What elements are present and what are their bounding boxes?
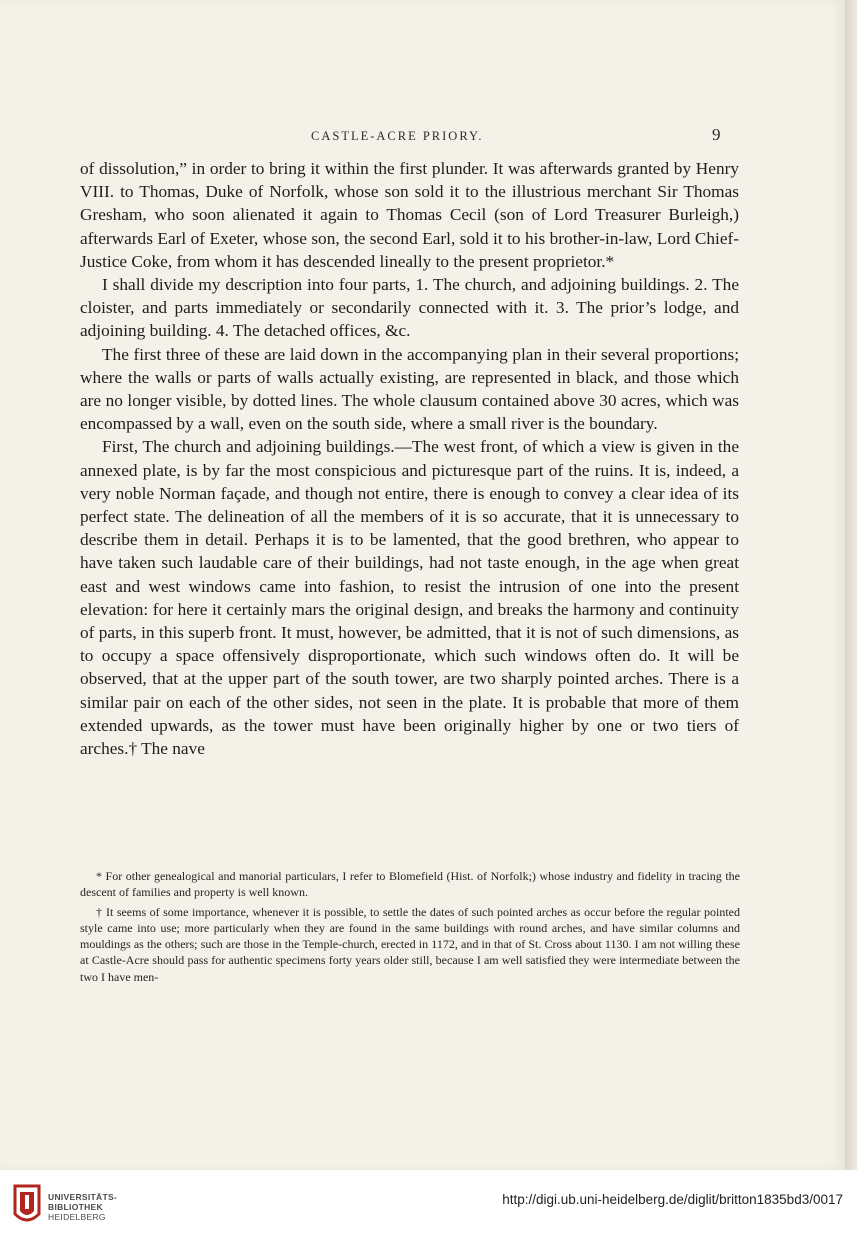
page-edge [845,0,857,1170]
library-logo[interactable] [12,1184,142,1234]
paragraph: of dissolution,” in order to bring it within the first plunder. It was afterwards granted by Henry VIII. to Thomas, Duke of Norfolk, whose son sold it to the illustrious merchant Sir Thomas Gresham, who soon alienated it again to Thomas Cecil (son of Lord Treasurer Burleigh,) afterwards Earl of Exeter, whose son, the second Earl, sold it to his brother-in-law, Lord Chief-Justice Coke, from whom it has descended lineally to the present proprietor.* [80,159,739,271]
paragraph: I shall divide my description into four parts, 1. The church, and adjoining buildings. 2. The cloister, and parts immediately or secondarily connected with it. 3. The prior’s lodge, and adjoining building. 4. The detached offices, &c. [80,275,739,341]
library-seal-icon [12,1184,42,1228]
body-text [80,157,739,760]
running-head-title: CASTLE-ACRE PRIORY. [311,129,484,143]
library-name-line: BIBLIOTHEK [48,1202,103,1212]
running-head [0,125,845,149]
footnote: † It seems of some importance, whenever it is possible, to settle the dates of such pointed arches as occur before the regular pointed style came into use; more particularly when they are found in the same buildings with round arches, and have similar columns and mouldings as the others; such are those in the Temple-church, erected in 1172, and in that of St. Cross about 1130. I am not willing these at Castle-Acre should pass for authentic specimens forty years older still, because I am well satisfied they were intermediate between the two I have men- [80,904,740,984]
page-number: 9 [712,125,721,144]
footnotes [80,868,740,988]
paragraph: The first three of these are laid down in the accompanying plan in their several proportions; where the walls or parts of walls actually existing, are represented in black, and those which are no longer visible, by dotted lines. The whole clausum contained above 30 acres, which was encompassed by a wall, even on the south side, where a small river is the boundary. [80,344,739,434]
paragraph: First, The church and adjoining buildings.—The west front, of which a view is given in the annexed plate, is by far the most conspicious and picturesque part of the ruins. It is, indeed, a very noble Norman façade, and though not entire, there is enough to convey a clear idea of its perfect state. The delineation of all the members of it is so accurate, that it is unnecessary to describe them in detail. Perhaps it is to be lamented, that the good brethren, who appear to have taken such laudable care of their buildings, had not taste enough, in the age when great east and west windows came into fashion, to resist the intrusion of one into the present elevation: for here it certainly mars the original design, and breaks the harmony and continuity of parts, in this superb front. It must, however, be admitted, that it is not of such dimensions, as to occupy a space offensively disproportionate, which such windows often do. It will be observed, that at the upper part of the south tower, are two sharply pointed arches. There is a similar pair on each of the other sides, not seen in the plate. It is probable that more of them extended upwards, as the tower must have been originally higher by one or two tiers of arches.† The nave [80,437,739,759]
library-name-line: UNIVERSITÄTS- [48,1192,118,1202]
footer [0,1170,857,1244]
footnote: * For other genealogical and manorial particulars, I refer to Blomefield (Hist. of Norfolk;) whose industry and fidelity in tracing the descent of families and property is well known. [80,869,740,900]
source-url-link[interactable]: http://digi.ub.uni-heidelberg.de/diglit/britton1835bd3/0017 [502,1192,843,1207]
library-name-line: HEIDELBERG [48,1212,106,1222]
library-name [48,1192,117,1222]
